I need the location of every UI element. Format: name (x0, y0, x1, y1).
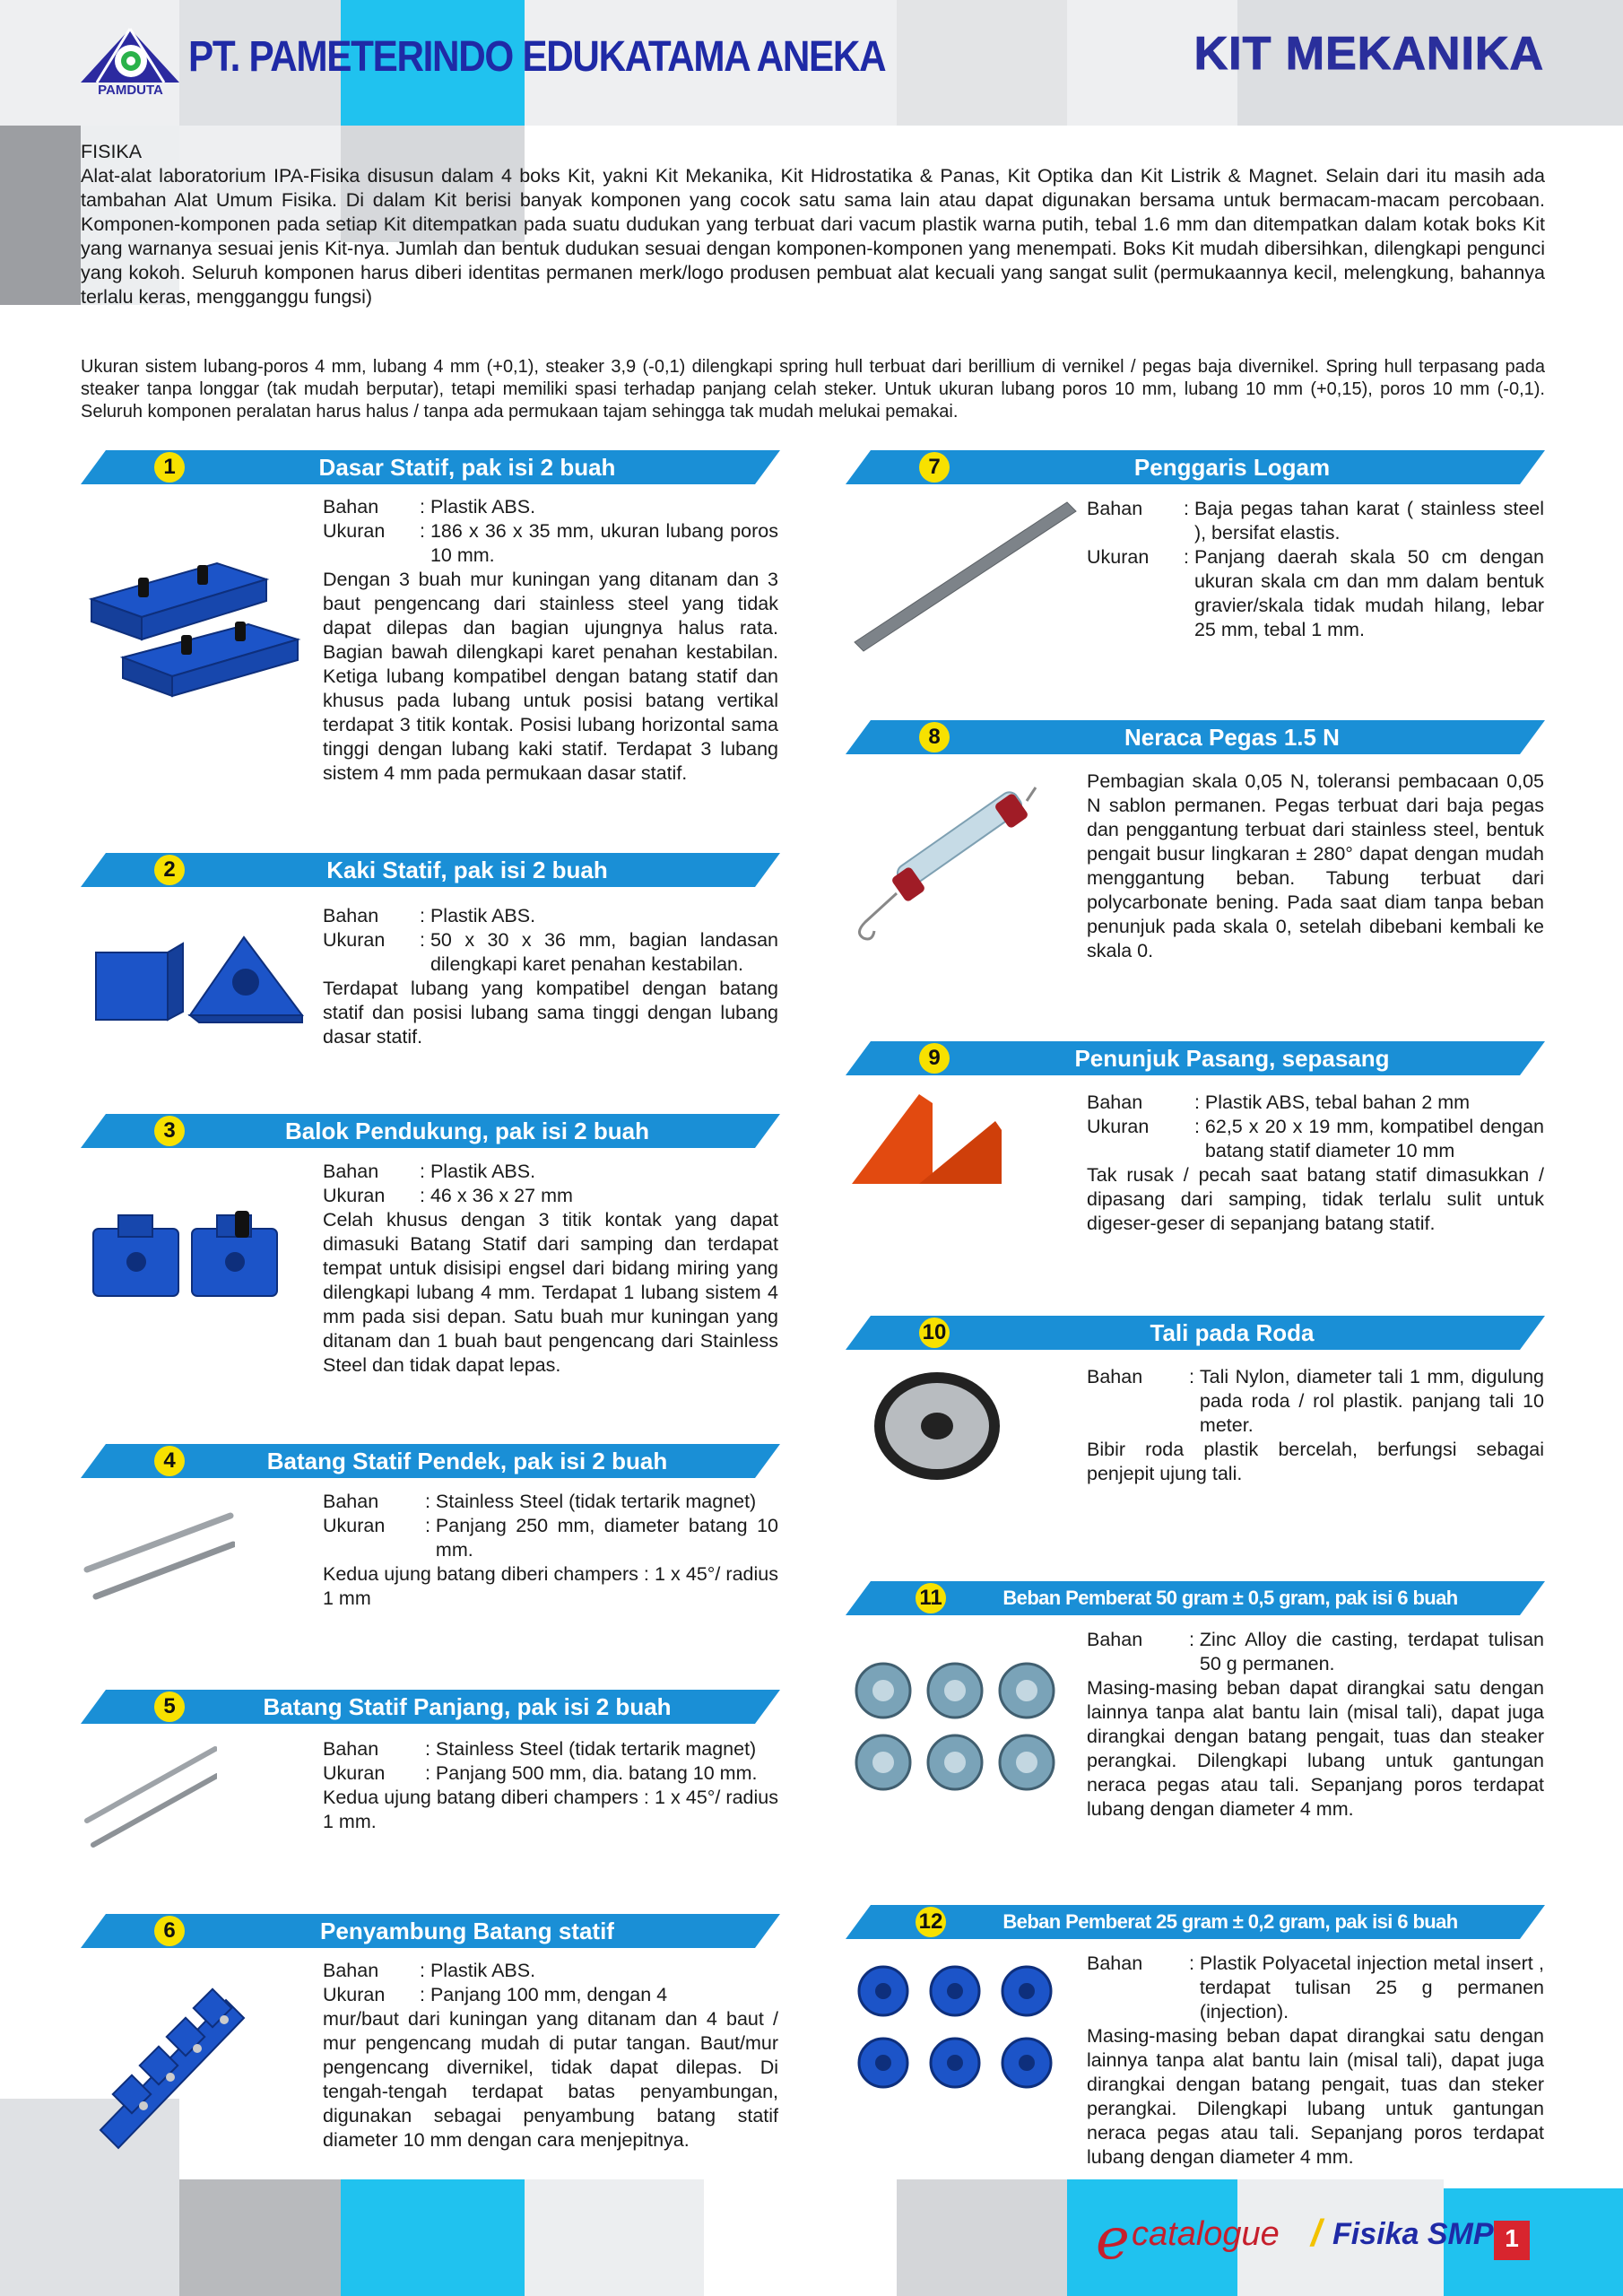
item-title: Tali pada Roda (1150, 1319, 1315, 1346)
spec-separator: : (420, 1185, 430, 1206)
spec-row (1087, 1952, 1544, 2024)
spec-row (323, 1514, 778, 1562)
item-photo-ruler (847, 491, 1081, 657)
spec-row (323, 1737, 778, 1761)
company-logo (79, 27, 182, 99)
spec-row (323, 904, 778, 928)
item-title: Batang Statif Panjang, pak isi 2 buah (263, 1693, 672, 1720)
spec-value: Plastik Polyacetal injection metal insert , terdapat tulisan 25 g permanen (injection). (1199, 1952, 1544, 2022)
item-description (323, 1959, 778, 2152)
spec-row (323, 519, 778, 568)
spec-label: Ukuran (1087, 546, 1150, 568)
item-banner (81, 1114, 780, 1148)
footer-logo-e: e (1096, 2206, 1130, 2273)
spec-value: Stainless Steel (tidak tertarik magnet) (435, 1491, 757, 1512)
spec-row (323, 1490, 778, 1514)
spec-value: Plastik ABS. (430, 1960, 536, 1981)
spec-separator: : (1184, 1629, 1200, 1650)
spec-separator: : (420, 496, 430, 517)
item-title: Dasar Statif, pak isi 2 buah (318, 454, 616, 481)
item-banner (81, 1914, 780, 1948)
item-number: 2 (154, 855, 185, 885)
item-description (1087, 770, 1544, 963)
spec-separator: : (1184, 1091, 1205, 1113)
item-title: Batang Statif Pendek, pak isi 2 buah (266, 1448, 668, 1474)
spec-separator: : (420, 520, 430, 542)
spec-row (1087, 1628, 1544, 1676)
spec-separator: : (1184, 546, 1194, 568)
footer-subject: Fisika SMP (1332, 2217, 1494, 2251)
item-number: 9 (919, 1043, 950, 1074)
item-banner (81, 1690, 780, 1724)
spec-value: Baja pegas tahan karat ( stainless steel ), bersifat elastis. (1193, 498, 1544, 544)
bg-block (525, 2179, 704, 2296)
spec-row (1087, 1365, 1544, 1438)
spec-row (1087, 1091, 1544, 1115)
spec-separator: : (420, 1960, 430, 1981)
item-photo-feet (82, 933, 316, 1036)
spec-separator: : (420, 1738, 436, 1760)
spec-value: Tali Nylon, diameter tali 1 mm, digulung pada roda / rol plastik. panjang tali 10 meter. (1199, 1366, 1544, 1436)
bg-block (341, 2179, 525, 2296)
item-number: 5 (154, 1692, 185, 1722)
item-description (323, 1737, 778, 1834)
logo-text: PAMDUTA (98, 83, 163, 98)
spec-row (323, 928, 778, 977)
spec-separator: : (420, 1161, 430, 1182)
footer-catalogue: catalogue (1132, 2215, 1280, 2253)
spec-label: Bahan (323, 905, 379, 926)
item-photo-spring (847, 778, 1063, 962)
item-description (1087, 1365, 1544, 1486)
item-photo-base (82, 545, 316, 702)
spec-label: Bahan (1087, 1366, 1143, 1387)
spec-label: Bahan (323, 496, 379, 517)
item-photo-weights50 (847, 1655, 1081, 1812)
spec-label: Bahan (1087, 1952, 1143, 1974)
item-title: Penggaris Logam (1133, 454, 1331, 481)
item-banner (846, 720, 1545, 754)
spec-label: Ukuran (323, 929, 386, 951)
spec-separator: : (1184, 1116, 1205, 1137)
item-title: Kaki Statif, pak isi 2 buah (326, 857, 608, 883)
spec-separator: : (420, 1491, 436, 1512)
item-title: Balok Pendukung, pak isi 2 buah (285, 1118, 649, 1144)
item-text: Masing-masing beban dapat dirangkai satu dengan lainnya tanpa alat bantu lain (misal tali), dapat juga dirangkai dengan batang pengait, tuas dan steker perangkai. Dilengkapi lubang untuk gantungan neraca pegas atau tali. Sepanjang poros terdapat lubang dengan diameter 4 mm. (1087, 2025, 1544, 2168)
item-text: Bibir roda plastik bercelah, berfungsi sebagai penjepit ujung tali. (1087, 1439, 1544, 1484)
spec-separator: : (420, 1984, 430, 2005)
spec-separator: : (1184, 1366, 1200, 1387)
item-number: 1 (154, 452, 185, 483)
item-banner (846, 1316, 1545, 1350)
page-title: KIT MEKANIKA (1193, 28, 1544, 80)
spec-row (323, 1983, 778, 2007)
bg-block (897, 0, 1067, 126)
intro-section (81, 140, 1545, 309)
item-number: 6 (154, 1916, 185, 1946)
item-photo-reel (847, 1363, 1063, 1493)
spec-value: 186 x 36 x 35 mm, ukuran lubang poros 10 mm. (430, 520, 778, 566)
spec-label: Bahan (323, 1960, 379, 1981)
spec-value: Panjang 100 mm, dengan 4 (430, 1984, 668, 2005)
item-photo-connector (82, 1973, 253, 2157)
intro-paragraph: Alat-alat laboratorium IPA-Fisika disusun dalam 4 boks Kit, yakni Kit Mekanika, Kit Hidrostatika & Panas, Kit Optika dan Kit Listrik & Magnet. Selain dari itu masih ada tambahan Alat Umum Fisika. Di dalam Kit berisi banyak komponen yang cocok satu sama lain atau dapat digunakan bersama untuk bermacam-macam percobaan. Komponen-komponen pada setiap Kit ditempatkan pada suatu dudukan yang terbuat dari vacum plastik warna putih, tebal 1.6 mm dan ditempatkan dalam kotak boks Kit yang warnanya sesuai jenis Kit-nya. Jumlah dan bentuk dudukan sesuai dengan komponen-komponen yang menempati. Boks Kit mudah dibersihkan, dilengkapi pengunci yang kokoh. Seluruh komponen harus diberi identitas permanen merk/logo produsen pembuat alat kecuali yang sangat sulit (permukaannya kecil, melengkung, bahannya terlalu keras, mengganggu fungsi) (81, 165, 1545, 308)
item-title: Penunjuk Pasang, sepasang (1074, 1045, 1390, 1072)
footer-slash: / (1311, 2212, 1322, 2254)
bg-block (897, 2179, 1067, 2296)
company-name: PT. PAMETERINDO EDUKATAMA ANEKA (188, 33, 886, 81)
spec-separator: : (420, 1762, 436, 1784)
item-number: 3 (154, 1116, 185, 1146)
spec-label: Bahan (1087, 498, 1143, 519)
spec-label: Ukuran (323, 1762, 386, 1784)
spec-row (323, 1761, 778, 1786)
item-text: Kedua ujung batang diberi champers : 1 x 45°/ radius 1 mm. (323, 1787, 778, 1832)
spec-row (323, 495, 778, 519)
spec-separator: : (1184, 1952, 1200, 1974)
spec-separator: : (420, 1515, 436, 1536)
item-title: Beban Pemberat 25 gram ± 0,2 gram, pak isi 6 buah (1002, 1910, 1458, 1933)
spec-value: Plastik ABS. (430, 496, 536, 517)
spec-separator: : (1184, 498, 1194, 519)
spec-label: Ukuran (1087, 1116, 1150, 1137)
intro-paragraph-2: Ukuran sistem lubang-poros 4 mm, lubang 4 mm (+0,1), steaker 3,9 (-0,1) dilengkapi spring hull terbuat dari berillium di vernikel / pegas baja divernikel. Spring hull terpasang pada steaker tanpa longgar (tak mudah berputar), tetapi memiliki spasi terhadap panjang celah steker. Untuk ukuran lubang poros 10 mm, lubang 10 mm (+0,15), poros 10 mm (-0,1). Seluruh komponen peralatan harus halus / tanpa ada permukaan tajam sehingga tak mudah melukai pemakai. (81, 357, 1545, 422)
item-banner (846, 1905, 1545, 1939)
spec-row (323, 1160, 778, 1184)
item-text: mur/baut dari kuningan yang ditanam dan 4 baut / mur pengencang mudah di putar tangan. Baut/mur pengencang divernikel, tidak dapat dilepas. Di tengah-tengah terdapat batas penyambungan, digunakan sebagai penyambung batang statif diameter 10 mm dengan cara menjepitnya. (323, 2008, 778, 2151)
spec-label: Ukuran (323, 1984, 386, 2005)
spec-label: Bahan (1087, 1091, 1143, 1113)
item-number: 12 (916, 1907, 946, 1937)
item-number: 11 (916, 1583, 946, 1613)
spec-row (1087, 497, 1544, 545)
item-banner (846, 450, 1545, 484)
intro-heading: FISIKA (81, 141, 143, 162)
spec-value: Stainless Steel (tidak tertarik magnet) (435, 1738, 757, 1760)
item-text: Dengan 3 buah mur kuningan yang ditanam dan 3 baut pengencang dari stainless steel yang tidak dapat dilepas dan bagian ujungnya halus rata. Bagian bawah dilengkapi karet penahan kestabilan. Ketiga lubang kompatibel dengan batang statif dan khusus pada lubang untuk posisi batang vertikal terdapat 3 titik kontak. Posisi lubang horizontal sama tinggi dengan lubang kaki statif. Terdapat 3 lubang sistem 4 mm pada permukaan dasar statif. (323, 569, 778, 784)
bg-block (179, 2179, 341, 2296)
spec-separator: : (420, 929, 430, 951)
item-number: 10 (919, 1318, 950, 1348)
item-number: 8 (919, 722, 950, 752)
item-description (1087, 1628, 1544, 1822)
item-banner (846, 1041, 1545, 1075)
item-text: Pembagian skala 0,05 N, toleransi pembacaan 0,05 N sablon permanen. Pegas terbuat dari baja pegas dan penggantung terbuat dari stainless steel, bentuk pengait busur lingkaran ± 280° dapat dengan mudah menggantung beban. Tabung terbuat dari polycarbonate bening. Pada saat diam tanpa beban penunjuk pada skala 0, setelah dibebani kembali ke skala 0. (1087, 770, 1544, 961)
item-title: Beban Pemberat 50 gram ± 0,5 gram, pak isi 6 buah (1002, 1587, 1458, 1609)
spec-separator: : (420, 905, 430, 926)
item-banner (81, 853, 780, 887)
item-photo-pointer (847, 1085, 1004, 1197)
item-description (1087, 1952, 1544, 2170)
spec-value: Panjang 250 mm, diameter batang 10 mm. (435, 1515, 778, 1561)
spec-label: Ukuran (323, 1515, 386, 1536)
item-text: Masing-masing beban dapat dirangkai satu dengan lainnya tanpa alat bantu lain (misal tali), dapat juga dirangkai dengan batang pengait, tuas dan steaker perangkai. Dilengkapi lubang untuk gantungan neraca pegas atau tali. Sepanjang poros terdapat lubang dengan diameter 4 mm. (1087, 1677, 1544, 1820)
item-title: Penyambung Batang statif (320, 1918, 614, 1944)
item-banner (81, 450, 780, 484)
spec-label: Bahan (1087, 1629, 1143, 1650)
item-description (1087, 497, 1544, 642)
spec-value: Panjang 500 mm, dia. batang 10 mm. (435, 1762, 758, 1784)
spec-row (1087, 545, 1544, 642)
item-text: Tak rusak / pecah saat batang statif dimasukkan / dipasang dari samping, tidak terlalu sulit untuk digeser-geser di sepanjang batang statif. (1087, 1164, 1544, 1234)
item-description (323, 904, 778, 1049)
spec-value: 62,5 x 20 x 19 mm, kompatibel dengan batang statif diameter 10 mm (1204, 1116, 1544, 1161)
item-photo-weights25 (847, 1955, 1081, 2112)
item-title: Neraca Pegas 1.5 N (1124, 724, 1340, 751)
page-number: 1 (1494, 2221, 1530, 2260)
item-photo-rods_short (82, 1507, 235, 1610)
bg-block (0, 126, 81, 305)
item-number: 4 (154, 1446, 185, 1476)
spec-row (1087, 1115, 1544, 1163)
item-number: 7 (919, 452, 950, 483)
item-description (323, 1490, 778, 1611)
spec-label: Bahan (323, 1738, 379, 1760)
item-description (323, 1160, 778, 1378)
item-description (1087, 1091, 1544, 1236)
item-banner (81, 1444, 780, 1478)
spec-value: Panjang daerah skala 50 cm dengan ukuran skala cm dan mm dalam bentuk gravier/skala tidak mudah hilang, lebar 25 mm, tebal 1 mm. (1193, 546, 1544, 640)
spec-label: Ukuran (323, 1185, 386, 1206)
spec-label: Ukuran (323, 520, 386, 542)
item-text: Kedua ujung batang diberi champers : 1 x 45°/ radius 1 mm (323, 1563, 778, 1609)
item-text: Celah khusus dengan 3 titik kontak yang dapat dimasuki Batang Statif dari samping dan terdapat tempat untuk disisipi engsel dari bidang miring yang dilengkapi lubang 4 mm. Terdapat 1 lubang sistem 4 mm pada sisi depan. Satu buah mur kuningan yang ditanam dan 1 buah baut pengencang dari Stainless Steel dan tidak dapat lepas. (323, 1209, 778, 1376)
item-photo-rods_long (82, 1744, 217, 1857)
spec-value: Zinc Alloy die casting, terdapat tulisan 50 g permanen. (1199, 1629, 1544, 1674)
spec-label: Bahan (323, 1161, 379, 1182)
item-photo-block (82, 1206, 293, 1309)
spec-value: 46 x 36 x 27 mm (430, 1185, 573, 1206)
item-banner (846, 1581, 1545, 1615)
spec-value: Plastik ABS. (430, 1161, 536, 1182)
spec-row (323, 1959, 778, 1983)
spec-label: Bahan (323, 1491, 379, 1512)
spec-value: Plastik ABS. (430, 905, 536, 926)
spec-value: 50 x 30 x 36 mm, bagian landasan dilengkapi karet penahan kestabilan. (430, 929, 778, 975)
spec-value: Plastik ABS, tebal bahan 2 mm (1204, 1091, 1471, 1113)
item-text: Terdapat lubang yang kompatibel dengan batang statif dan posisi lubang sama tinggi dengan lubang dasar statif. (323, 978, 778, 1048)
item-description (323, 495, 778, 786)
spec-row (323, 1184, 778, 1208)
